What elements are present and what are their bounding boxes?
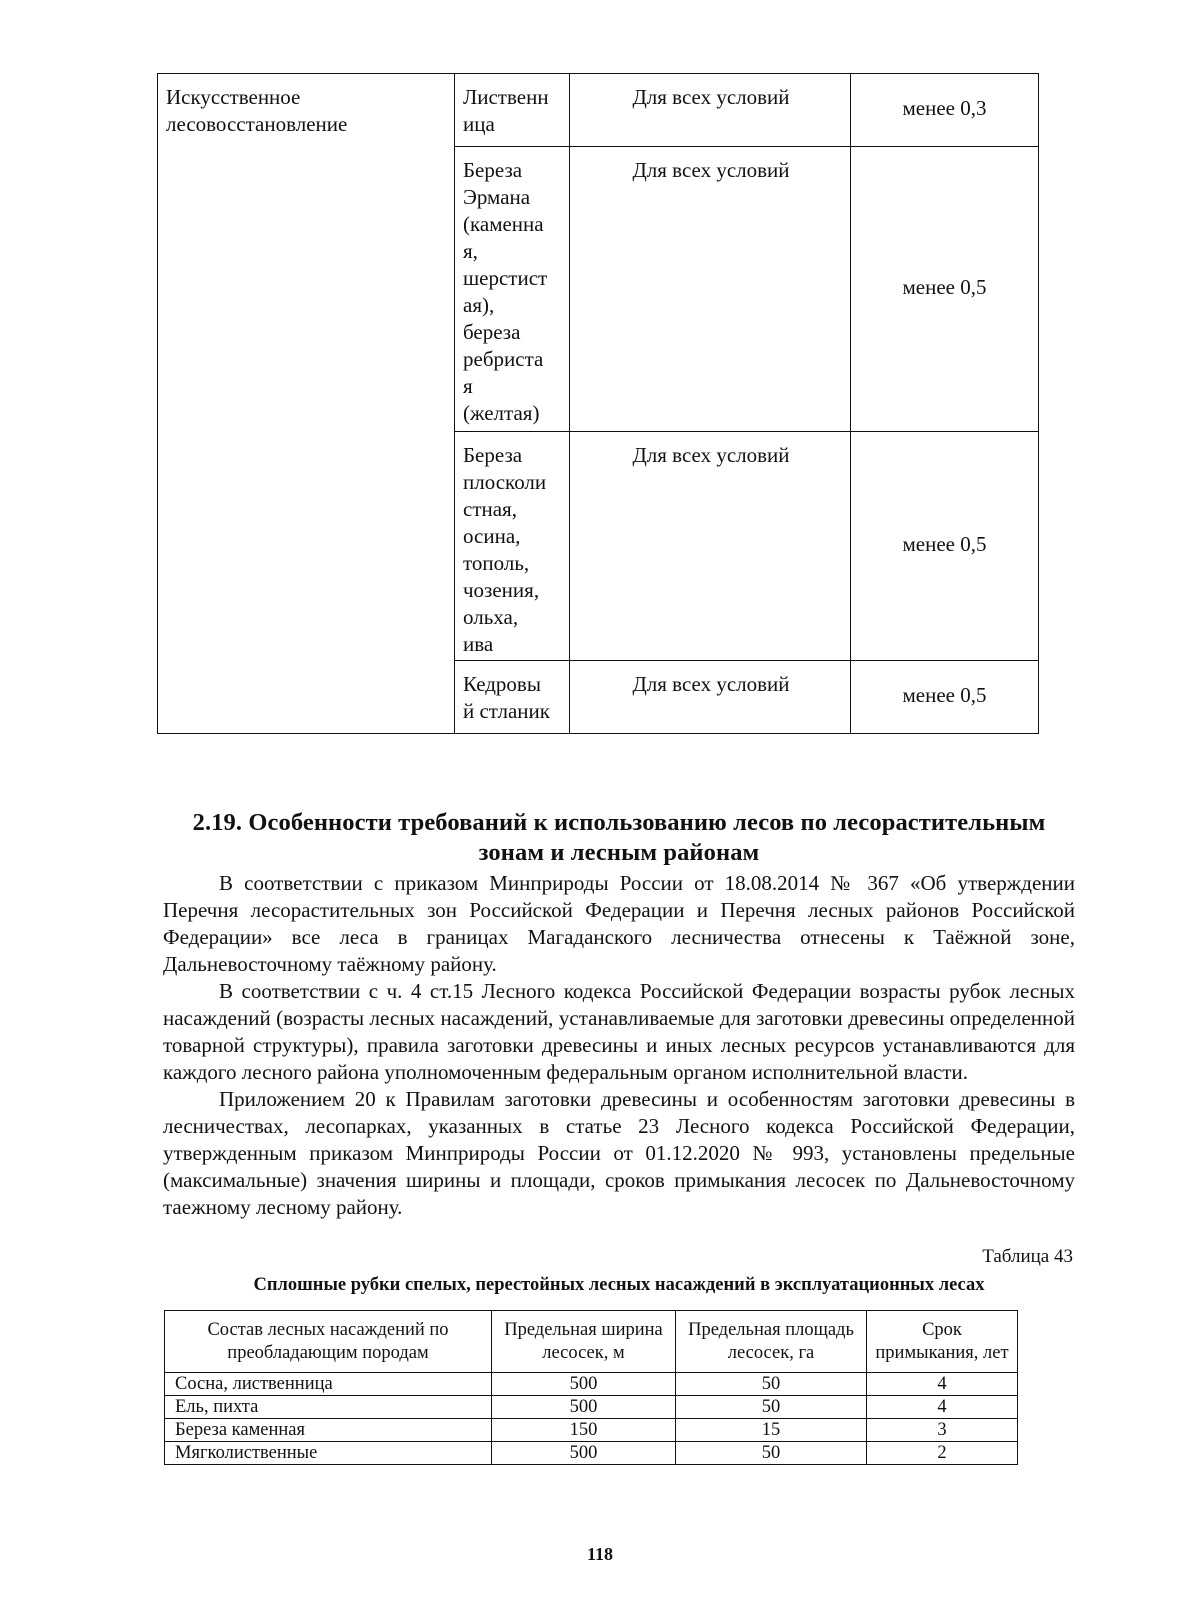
conditions-cell: Для всех условий (570, 147, 851, 432)
section-body (163, 870, 1075, 1221)
table-row (158, 74, 1039, 147)
value-cell: менее 0,5 (851, 147, 1039, 432)
table-cell: Сосна, лиственница (165, 1373, 492, 1396)
table-cell: 50 (676, 1396, 867, 1419)
species-cell: Лиственн ица (455, 74, 570, 147)
group-label-cell: Искусственное лесовосстановление (158, 74, 455, 734)
table-cell: 2 (867, 1442, 1018, 1465)
column-header: Состав лесных насаждений по преобладающим породам (165, 1311, 492, 1373)
species-cell: Кедровы й стланик (455, 661, 570, 734)
table-cell: Мягколиственные (165, 1442, 492, 1465)
section-heading: 2.19. Особенности требований к использованию лесов по лесорастительным зонам и лесным районам (192, 809, 1046, 866)
species-cell: Береза Эрмана (каменна я, шерстист ая), береза ребриста я (желтая) (455, 147, 570, 432)
column-header: Срок примыкания, лет (867, 1311, 1018, 1373)
value-cell: менее 0,3 (851, 74, 1039, 147)
column-header: Предельная площадь лесосек, га (676, 1311, 867, 1373)
table-cell: 150 (492, 1419, 676, 1442)
table-row (165, 1419, 1018, 1442)
column-header: Предельная ширина лесосек, м (492, 1311, 676, 1373)
table-cell: 4 (867, 1373, 1018, 1396)
page-number: 118 (586, 1544, 613, 1564)
table-header-row (165, 1311, 1018, 1373)
conditions-cell: Для всех условий (570, 661, 851, 734)
table-cell: 4 (867, 1396, 1018, 1419)
value-cell: менее 0,5 (851, 661, 1039, 734)
table-cell: 3 (867, 1419, 1018, 1442)
paragraph: В соответствии с ч. 4 ст.15 Лесного кодекса Российской Федерации возрасты рубок лесных насаждений (возрасты лесных насаждений, устанавливаемые для заготовки древесины определенной товарной структуры), правила заготовки древесины и иных лесных ресурсов устанавливаются для каждого лесного района уполномоченным федеральным органом исполнительной власти. (163, 979, 1075, 1084)
value-cell: менее 0,5 (851, 432, 1039, 661)
conditions-cell: Для всех условий (570, 74, 851, 147)
table-cell: Ель, пихта (165, 1396, 492, 1419)
table-cell: Береза каменная (165, 1419, 492, 1442)
paragraph: Приложением 20 к Правилам заготовки древесины и особенностям заготовки древесины в лесничествах, лесопарках, указанных в статье 23 Лесного кодекса Российской Федерации, утвержденным приказом Минприроды России от 01.12.2020 № 993, установлены предельные (максимальные) значения ширины и площади, сроков примыкания лесосек по Дальневосточному таежному лесному району. (163, 1087, 1075, 1219)
table-cell: 500 (492, 1396, 676, 1419)
table-title: Сплошные рубки спелых, перестойных лесных насаждений в эксплуатационных лесах (253, 1275, 985, 1295)
table-row (165, 1442, 1018, 1465)
conditions-cell: Для всех условий (570, 432, 851, 661)
species-threshold-table (157, 73, 1039, 734)
table-cell: 50 (676, 1373, 867, 1396)
table-cell: 15 (676, 1419, 867, 1442)
table-cell: 500 (492, 1373, 676, 1396)
table-row (165, 1396, 1018, 1419)
table-number: Таблица 43 (982, 1246, 1073, 1267)
table-cell: 50 (676, 1442, 867, 1465)
table-cell: 500 (492, 1442, 676, 1465)
table-row (165, 1373, 1018, 1396)
clearcut-limits-table (164, 1310, 1018, 1465)
paragraph: В соответствии с приказом Минприроды России от 18.08.2014 № 367 «Об утверждении Перечня лесорастительных зон Российской Федерации и Перечня лесных районов Российской Федерации» все леса в границах Магаданского лесничества отнесены к Таёжной зоне, Дальневосточному таёжному району. (163, 871, 1075, 976)
species-cell: Береза плосколи стная, осина, тополь, чозения, ольха, ива (455, 432, 570, 661)
